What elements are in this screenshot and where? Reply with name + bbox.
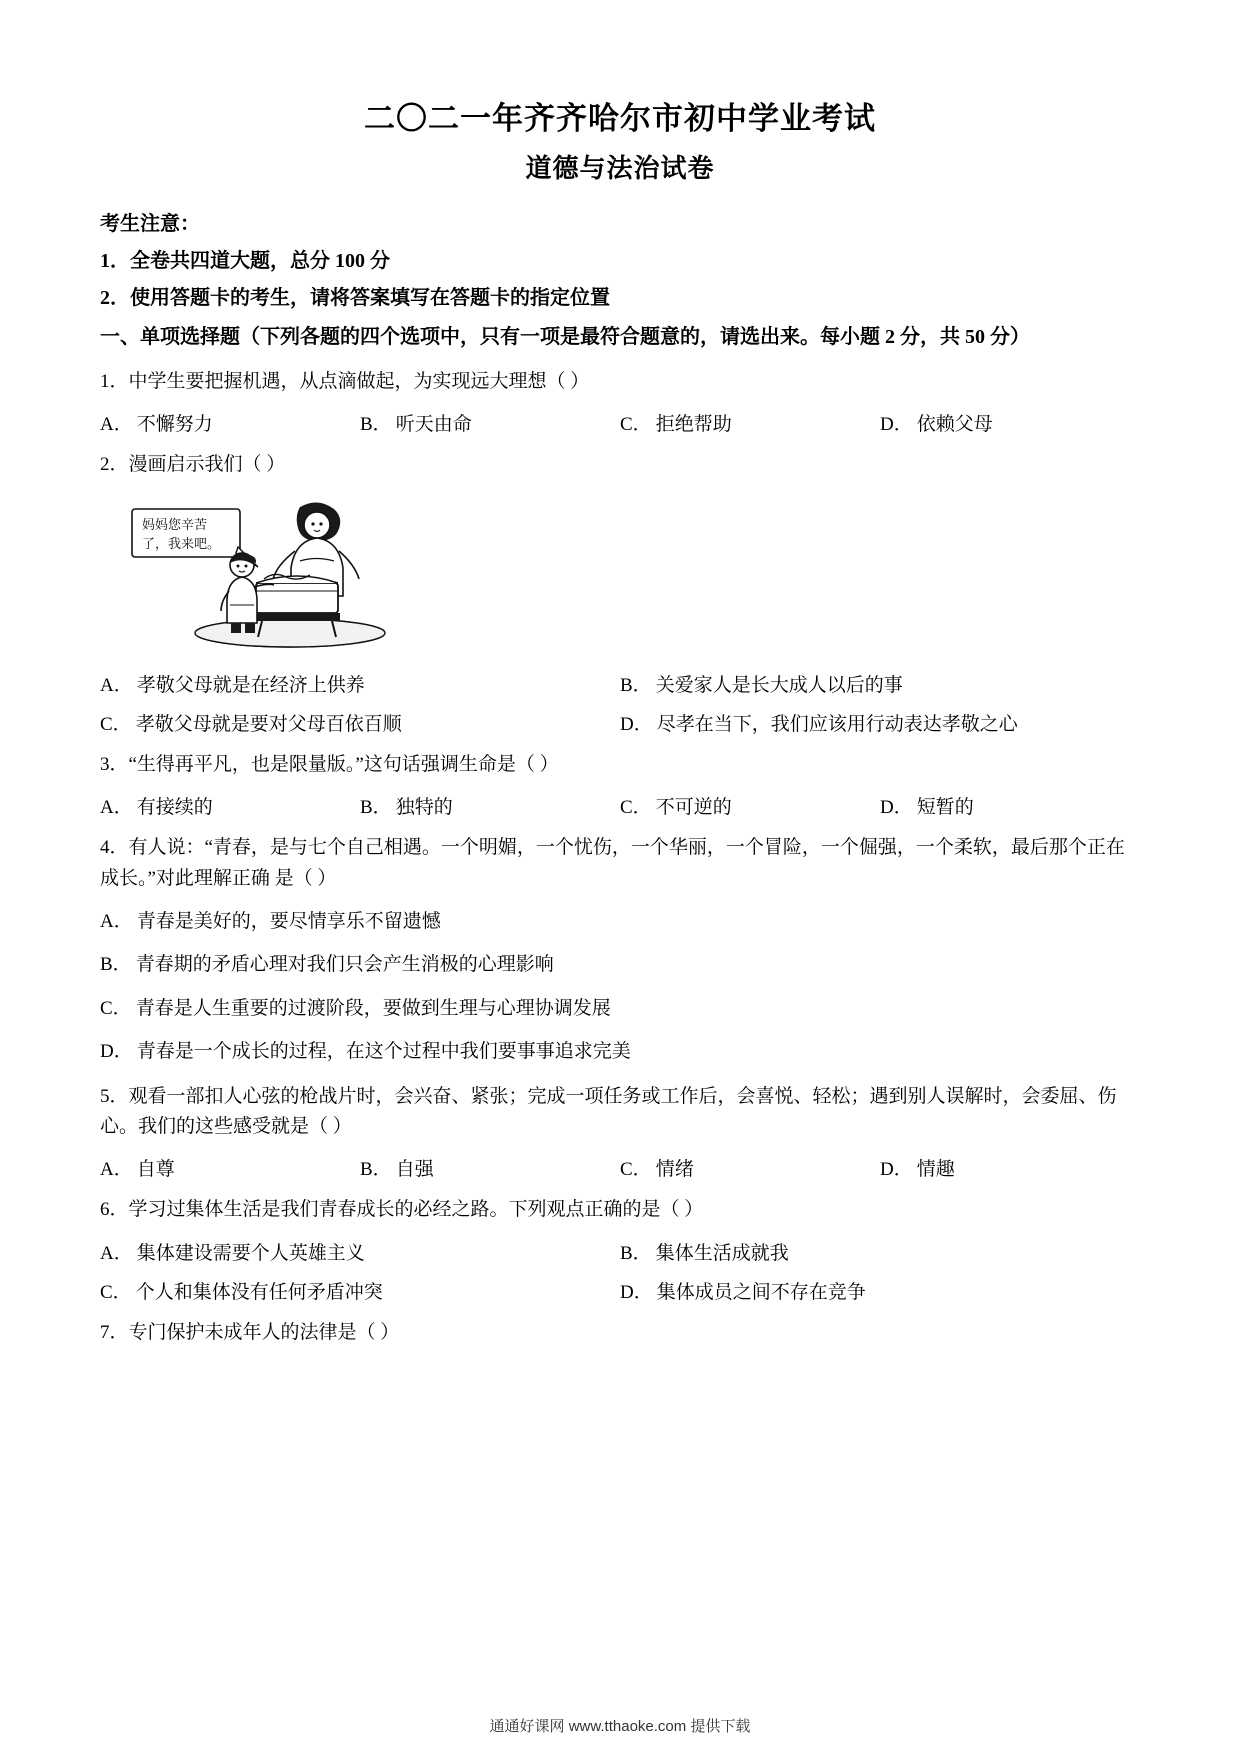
option-text: 集体建设需要个人英雄主义 <box>136 1242 365 1264</box>
option-c <box>620 409 880 436</box>
option-text: 依赖父母 <box>916 414 993 436</box>
option-b <box>360 409 620 436</box>
option-letter: B． <box>360 1159 392 1181</box>
option-text: 听天由命 <box>395 414 472 436</box>
option-letter: A． <box>100 1242 133 1264</box>
option-letter: A． <box>100 414 133 436</box>
question-stem: 2．漫画启示我们（ ） <box>100 454 286 476</box>
option-d <box>880 792 1140 819</box>
option-letter: A． <box>100 910 133 932</box>
option-d <box>620 709 1140 736</box>
option-row <box>100 409 1140 436</box>
option-letter: A． <box>100 1159 133 1181</box>
option-a <box>100 792 360 819</box>
option-text: 短暂的 <box>916 797 974 819</box>
option-text: 情绪 <box>655 1159 694 1181</box>
option-text: 青春是人生重要的过渡阶段，要做到生理与心理协调发展 <box>135 997 611 1019</box>
option-text: 独特的 <box>395 797 453 819</box>
option-text: 个人和集体没有任何矛盾冲突 <box>135 1281 383 1303</box>
notice-heading: 考生注意： <box>100 213 200 235</box>
option-d <box>620 1277 1140 1304</box>
option-text: 有接续的 <box>136 797 213 819</box>
option-letter: C． <box>100 1281 132 1303</box>
option-a <box>100 409 360 436</box>
option-text: 关爱家人是长大成人以后的事 <box>655 674 903 696</box>
option-letter: C． <box>620 1159 652 1181</box>
option-c <box>620 792 880 819</box>
option-letter: D． <box>880 797 913 819</box>
option-text: 不可逆的 <box>655 797 732 819</box>
option-a <box>100 907 1140 937</box>
option-letter: B． <box>620 1242 652 1264</box>
option-text: 孝敬父母就是要对父母百依百顺 <box>135 713 402 735</box>
option-text: 青春是美好的，要尽情享乐不留遗憾 <box>136 910 441 932</box>
option-text: 不懈努力 <box>136 414 213 436</box>
option-letter: B． <box>620 674 652 696</box>
option-letter: B． <box>360 797 392 819</box>
option-text: 孝敬父母就是在经济上供养 <box>136 674 365 696</box>
option-text: 青春期的矛盾心理对我们只会产生消极的心理影响 <box>135 954 554 976</box>
option-row <box>100 670 1140 697</box>
option-text: 青春是一个成长的过程，在这个过程中我们要事事追求完美 <box>136 1041 631 1063</box>
option-letter: C． <box>100 997 132 1019</box>
option-a <box>100 1154 360 1181</box>
option-c <box>100 709 620 736</box>
option-letter: B． <box>100 954 132 976</box>
question-stem: 5．观看一部扣人心弦的枪战片时，会兴奋、紧张；完成一项任务或工作后，会喜悦、轻松；遇到别人误解时，会委屈、伤心。我们的这些感受就是（ ） <box>100 1085 1117 1137</box>
option-letter: D． <box>100 1041 133 1063</box>
option-row <box>100 709 1140 736</box>
option-b <box>620 670 1140 697</box>
option-letter: C． <box>620 414 652 436</box>
option-d <box>100 1037 1140 1067</box>
option-c <box>620 1154 880 1181</box>
option-text: 集体生活成就我 <box>655 1242 789 1264</box>
option-letter: A． <box>100 674 133 696</box>
option-letter: C． <box>620 797 652 819</box>
option-c <box>100 1277 620 1304</box>
option-row <box>100 792 1140 819</box>
option-text: 自尊 <box>136 1159 175 1181</box>
page-title: 二〇二一年齐齐哈尔市初中学业考试 <box>364 101 876 136</box>
option-letter: D． <box>620 1281 653 1303</box>
section-heading: 一、单项选择题（下列各题的四个选项中，只有一项是最符合题意的，请选出来。每小题 2 分，共 50 分） <box>100 326 1030 348</box>
option-d <box>880 1154 1140 1181</box>
question-stem: 4．有人说：“青春，是与七个自己相遇。一个明媚，一个忧伤，一个华丽，一个冒险，一个倔强，一个柔软，最后那个正在成长。”对此理解正确 是（ ） <box>100 837 1125 889</box>
option-letter: D． <box>880 1159 913 1181</box>
option-b <box>360 1154 620 1181</box>
option-a <box>100 670 620 697</box>
question-stem: 3．“生得再平凡，也是限量版。”这句话强调生命是（ ） <box>100 753 559 775</box>
option-b <box>620 1238 1140 1265</box>
option-a <box>100 1238 620 1265</box>
option-text: 集体成员之间不存在竞争 <box>656 1281 866 1303</box>
option-d <box>880 409 1140 436</box>
notice-item-2: 2．使用答题卡的考生，请将答案填写在答题卡的指定位置 <box>100 287 610 309</box>
svg-text:妈妈您辛苦: 妈妈您辛苦 <box>142 516 208 532</box>
option-text: 自强 <box>395 1159 434 1181</box>
option-row <box>100 1238 1140 1265</box>
option-c <box>100 994 1140 1024</box>
question-stem: 6．学习过集体生活是我们青春成长的必经之路。下列观点正确的是（ ） <box>100 1199 704 1221</box>
notice-item-1: 1．全卷共四道大题，总分 100 分 <box>100 250 390 272</box>
page-subtitle: 道德与法治试卷 <box>525 154 715 183</box>
option-row <box>100 1277 1140 1304</box>
option-row <box>100 1154 1140 1181</box>
option-text: 情趣 <box>916 1159 955 1181</box>
question-stem: 7．专门保护未成年人的法律是（ ） <box>100 1321 400 1343</box>
option-letter: B． <box>360 414 392 436</box>
option-letter: D． <box>880 414 913 436</box>
option-letter: D． <box>620 713 653 735</box>
question-stem: 1．中学生要把握机遇，从点滴做起，为实现远大理想（ ） <box>100 371 590 392</box>
option-letter: C． <box>100 713 132 735</box>
option-b <box>360 792 620 819</box>
option-text: 拒绝帮助 <box>655 414 732 436</box>
svg-text:了，我来吧。: 了，我来吧。 <box>142 535 221 551</box>
option-b <box>100 950 1140 980</box>
option-text: 尽孝在当下，我们应该用行动表达孝敬之心 <box>656 713 1018 735</box>
option-letter: A． <box>100 797 133 819</box>
page-footer: 通通好课网 www.tthaoke.com 提供下载 <box>489 1718 751 1735</box>
comic-illustration <box>130 491 400 656</box>
